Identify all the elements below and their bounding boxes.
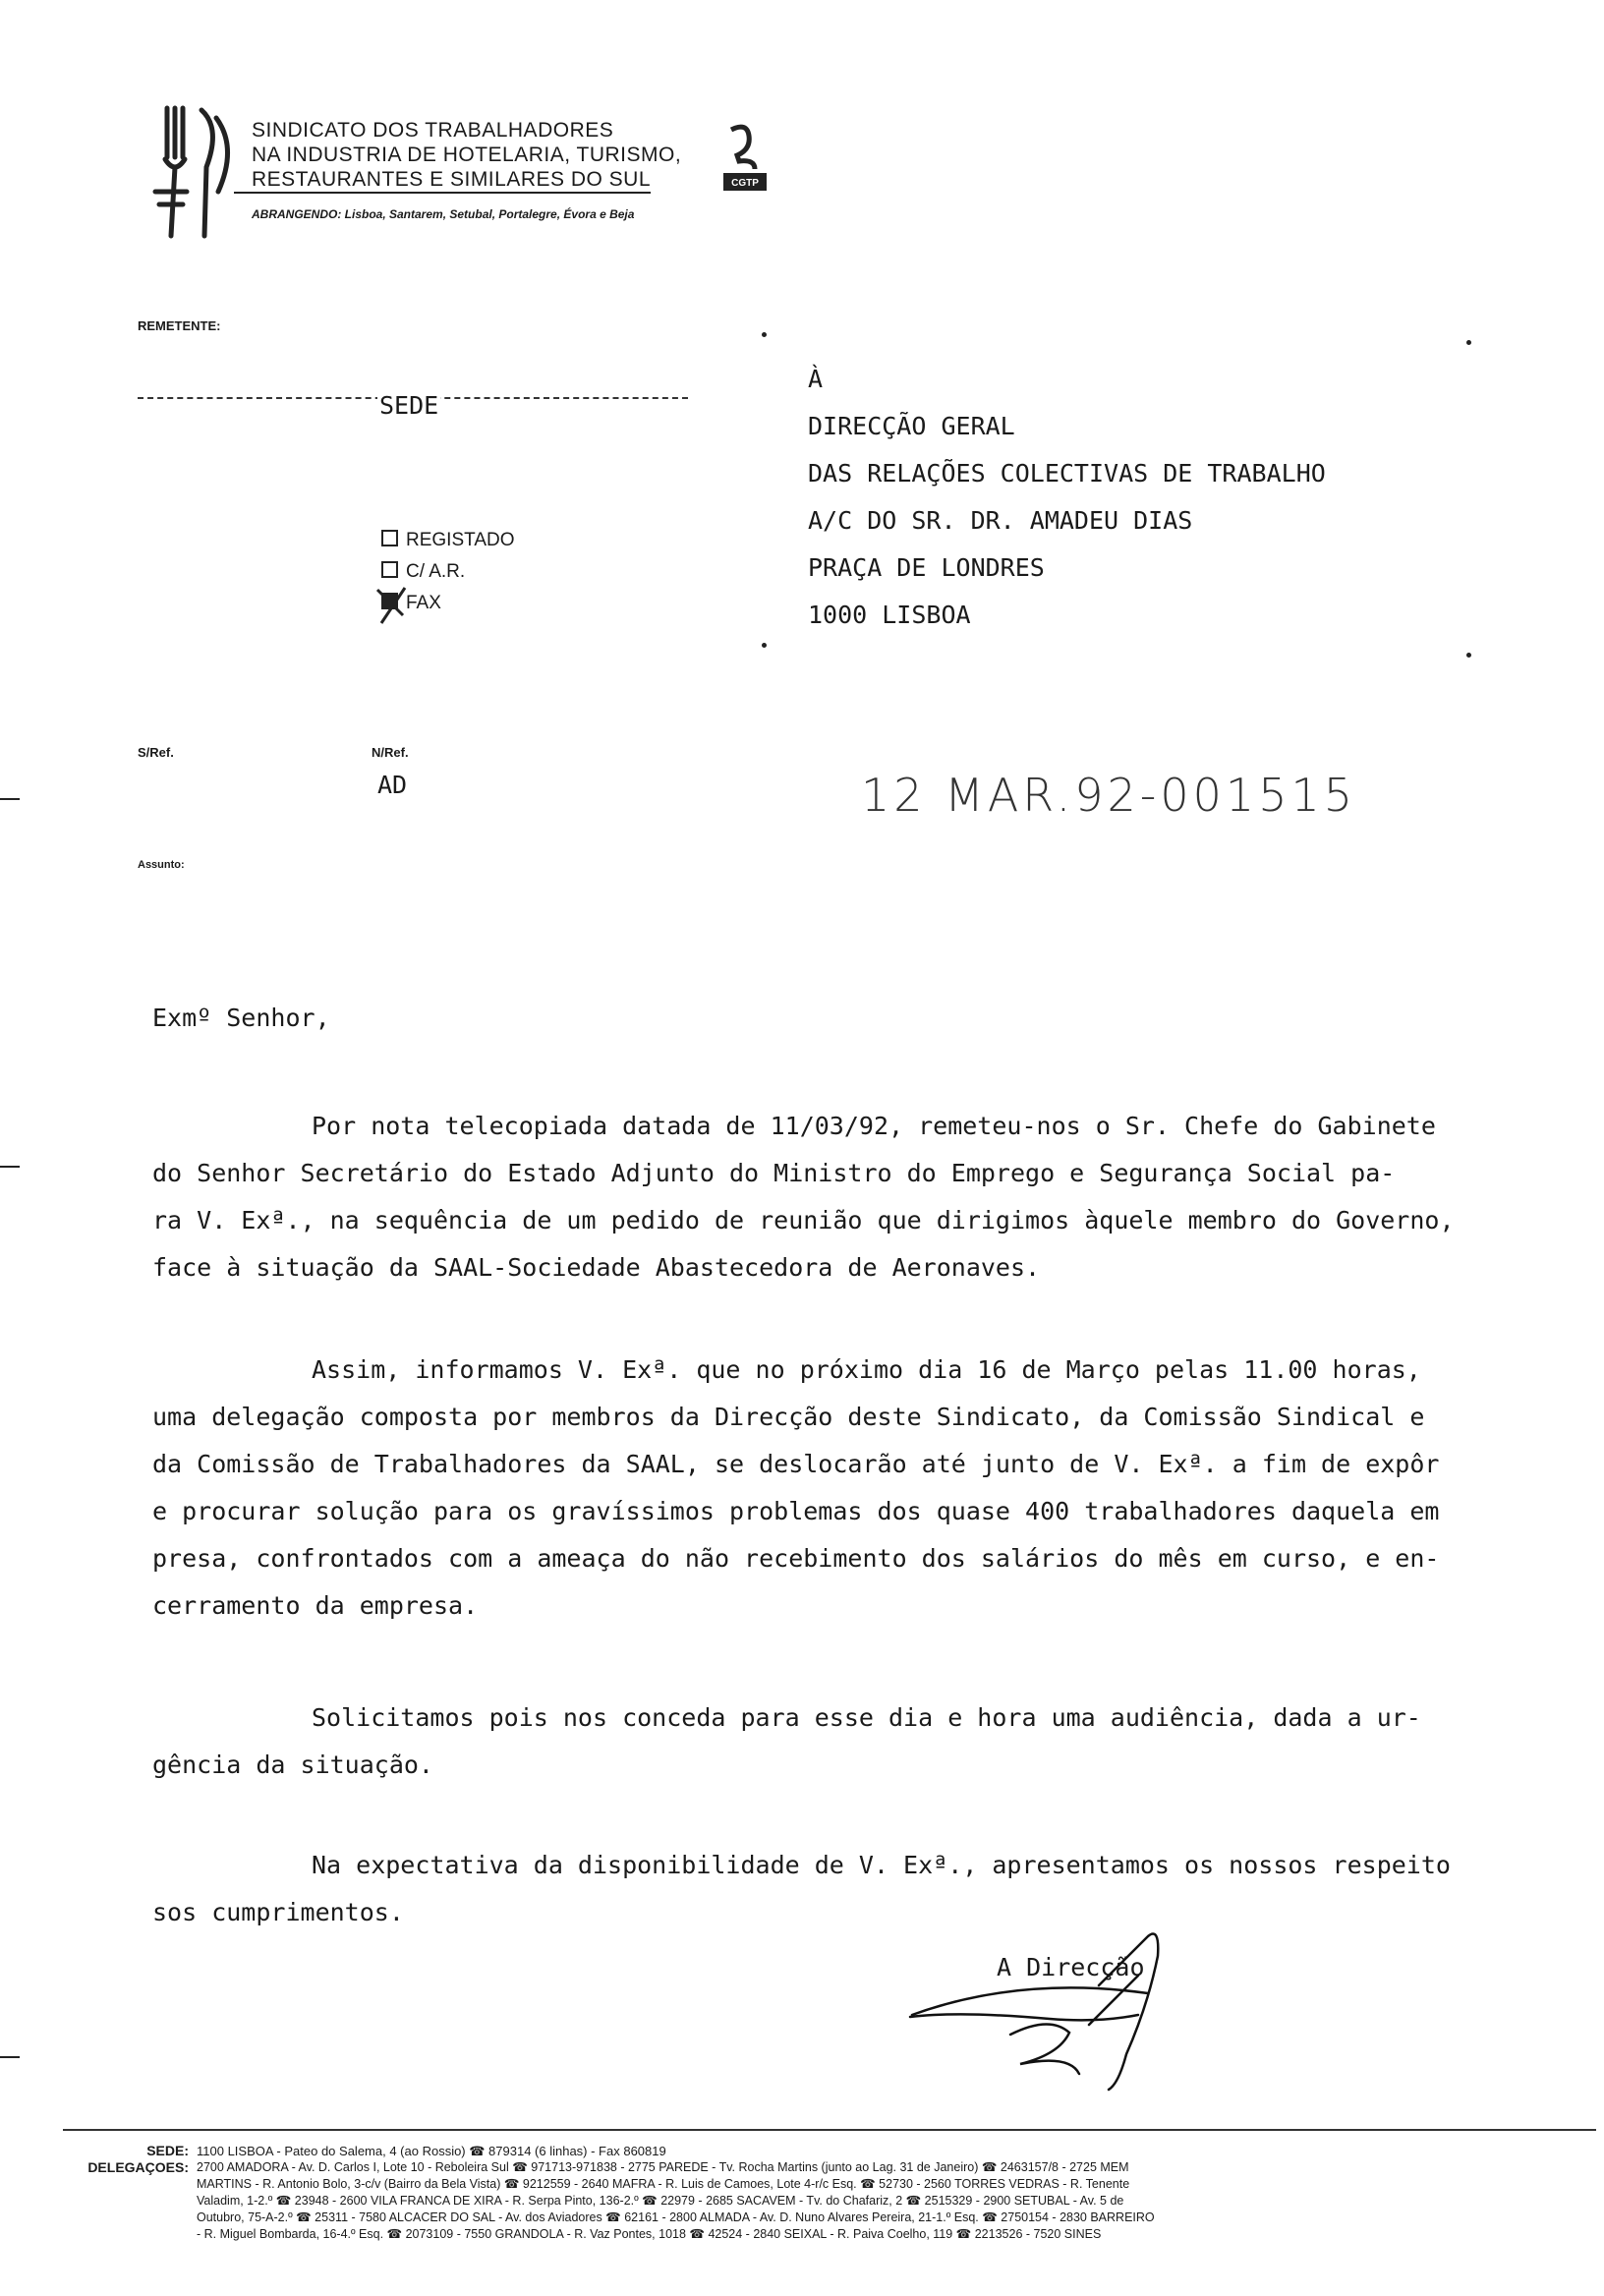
org-underline-lead	[234, 192, 252, 194]
paragraph-1	[152, 1103, 1582, 1292]
sender-value: SEDE	[379, 391, 439, 420]
cgtp-seal	[719, 122, 769, 193]
paragraph-line: sos cumprimentos.	[152, 1898, 404, 1926]
n-ref-label: N/Ref.	[372, 745, 409, 760]
margin-mark	[0, 2056, 20, 2058]
dispatch-option-fax[interactable]	[381, 588, 515, 619]
org-coverage: ABRANGENDO: Lisboa, Santarem, Setubal, Portalegre, Évora e Beja	[252, 207, 635, 221]
org-name-line3: RESTAURANTES E SIMILARES DO SUL	[252, 167, 651, 194]
paragraph-line: do Senhor Secretário do Estado Adjunto do Ministro do Emprego e Segurança Social pa-	[152, 1159, 1396, 1187]
salutation: Exmº Senhor,	[152, 1004, 330, 1032]
org-name-line2: NA INDUSTRIA DE HOTELARIA, TURISMO,	[252, 144, 682, 166]
footer-delegacoes-line: Outubro, 75-A-2.º ☎ 25311 - 7580 ALCACER DO SAL - Av. dos Aviadores ☎ 62161 - 2800 ALMADA - Av. D. Nuno Alvares Pereira, 21-1.º Esq. ☎ 2750154 - 2830 BARREIRO	[197, 2210, 1155, 2224]
paragraph-line: e procurar solução para os gravíssimos problemas dos quase 400 trabalhadores daquela em	[152, 1497, 1440, 1525]
paragraph-line: da Comissão de Trabalhadores da SAAL, se deslocarão até junto de V. Exª. a fim de expôr	[152, 1450, 1440, 1478]
dispatch-label: C/ A.R.	[406, 561, 466, 582]
paragraph-line: presa, confrontados com a ameaça do não recebimento dos salários do mês em curso, e en-	[152, 1544, 1440, 1573]
union-emblem	[147, 98, 241, 241]
recipient-line: 1000 LISBOA	[808, 601, 971, 629]
recipient-line: DAS RELAÇÕES COLECTIVAS DE TRABALHO	[808, 459, 1326, 488]
checkbox-icon	[381, 561, 398, 578]
recipient-address	[808, 356, 1326, 639]
recipient-line: A/C DO SR. DR. AMADEU DIAS	[808, 506, 1193, 535]
subject-label: Assunto:	[138, 859, 185, 871]
paragraph-3	[152, 1694, 1582, 1789]
footer-sede-label: SEDE:	[146, 2143, 189, 2158]
paragraph-line: Na expectativa da disponibilidade de V. Exª., apresentamos os nossos respeito	[312, 1851, 1451, 1879]
paragraph-line: face à situação da SAAL-Sociedade Abastecedora de Aeronaves.	[152, 1253, 1041, 1282]
signoff: A Direcção	[997, 1953, 1145, 1981]
recipient-line: PRAÇA DE LONDRES	[808, 553, 1045, 582]
footer-rule	[63, 2129, 1596, 2131]
n-ref-value: AD	[377, 771, 408, 799]
sender-label: REMETENTE:	[138, 318, 221, 333]
footer-delegacoes-line: Valadim, 1-2.º ☎ 23948 - 2600 VILA FRANCA DE XIRA - R. Serpa Pinto, 136-2.º ☎ 22979 - 2685 SACAVEM - Tv. do Chafariz, 2 ☎ 2515329 - 2900 SETUBAL - Av. 5 de	[197, 2194, 1124, 2208]
paragraph-line: Assim, informamos V. Exª. que no próximo dia 16 de Março pelas 11.00 horas,	[312, 1355, 1421, 1384]
seal-text: CGTP	[731, 178, 759, 189]
received-date-stamp: 12 MAR.92-001515	[861, 769, 1356, 822]
margin-mark	[0, 1166, 20, 1168]
s-ref-label: S/Ref.	[138, 745, 174, 760]
paragraph-line: uma delegação composta por membros da Direcção deste Sindicato, da Comissão Sindical e	[152, 1403, 1425, 1431]
dispatch-option-registado[interactable]	[381, 525, 515, 556]
recipient-line: À	[808, 365, 824, 393]
paragraph-line: Por nota telecopiada datada de 11/03/92, remeteu-nos o Sr. Chefe do Gabinete	[312, 1112, 1436, 1140]
paragraph-2	[152, 1347, 1582, 1630]
envelope-corner-mark	[762, 332, 767, 337]
dispatch-label: REGISTADO	[406, 530, 515, 550]
paragraph-line: cerramento da empresa.	[152, 1591, 479, 1620]
paragraph-line: ra V. Exª., na sequência de um pedido de reunião que dirigimos àquele membro do Governo,	[152, 1206, 1455, 1234]
recipient-line: DIRECÇÃO GERAL	[808, 412, 1015, 440]
paragraph-line: Solicitamos pois nos conceda para esse dia e hora uma audiência, dada a ur-	[312, 1703, 1421, 1732]
footer-delegacoes-label: DELEGAÇOES:	[87, 2159, 189, 2175]
envelope-corner-mark	[1466, 653, 1471, 658]
envelope-corner-mark	[1466, 340, 1471, 345]
handwritten-signature	[902, 1917, 1197, 2094]
org-name	[252, 118, 681, 194]
org-name-line1: SINDICATO DOS TRABALHADORES	[252, 119, 614, 142]
paragraph-4	[152, 1842, 1582, 1936]
footer-delegacoes-line: MARTINS - R. Antonio Bolo, 3-c/v (Bairro da Bela Vista) ☎ 9212559 - 2640 MAFRA - R. Luis de Camoes, Lote 4-r/c Esq. ☎ 52730 - 2560 TORRES VEDRAS - R. Tenente	[197, 2177, 1130, 2191]
margin-mark	[0, 798, 20, 800]
footer-delegacoes-text	[189, 2159, 1155, 2243]
check-mark-icon	[375, 586, 409, 625]
dispatch-label: FAX	[406, 593, 441, 613]
footer-delegacoes-line: - R. Miguel Bombarda, 16-4.º Esq. ☎ 2073109 - 7550 GRANDOLA - R. Vaz Pontes, 1018 ☎ 42524 - 2840 SEIXAL - R. Paiva Coelho, 119 ☎ 2213526 - 7520 SINES	[197, 2227, 1102, 2241]
paragraph-line: gência da situação.	[152, 1751, 433, 1779]
checkbox-icon	[381, 530, 398, 546]
footer	[29, 2143, 1592, 2243]
footer-delegacoes-line: 2700 AMADORA - Av. D. Carlos I, Lote 10 - Reboleira Sul ☎ 971713-971838 - 2775 PAREDE - Tv. Rocha Martins (junto ao Lag. 31 de Janeiro) ☎ 2463157/8 - 2725 MEM	[197, 2160, 1129, 2174]
dispatch-option-ar[interactable]	[381, 556, 515, 588]
envelope-corner-mark	[762, 643, 767, 648]
dispatch-options	[381, 525, 515, 619]
footer-sede-text: 1100 LISBOA - Pateo do Salema, 4 (ao Rossio) ☎ 879314 (6 linhas) - Fax 860819	[197, 2144, 666, 2158]
